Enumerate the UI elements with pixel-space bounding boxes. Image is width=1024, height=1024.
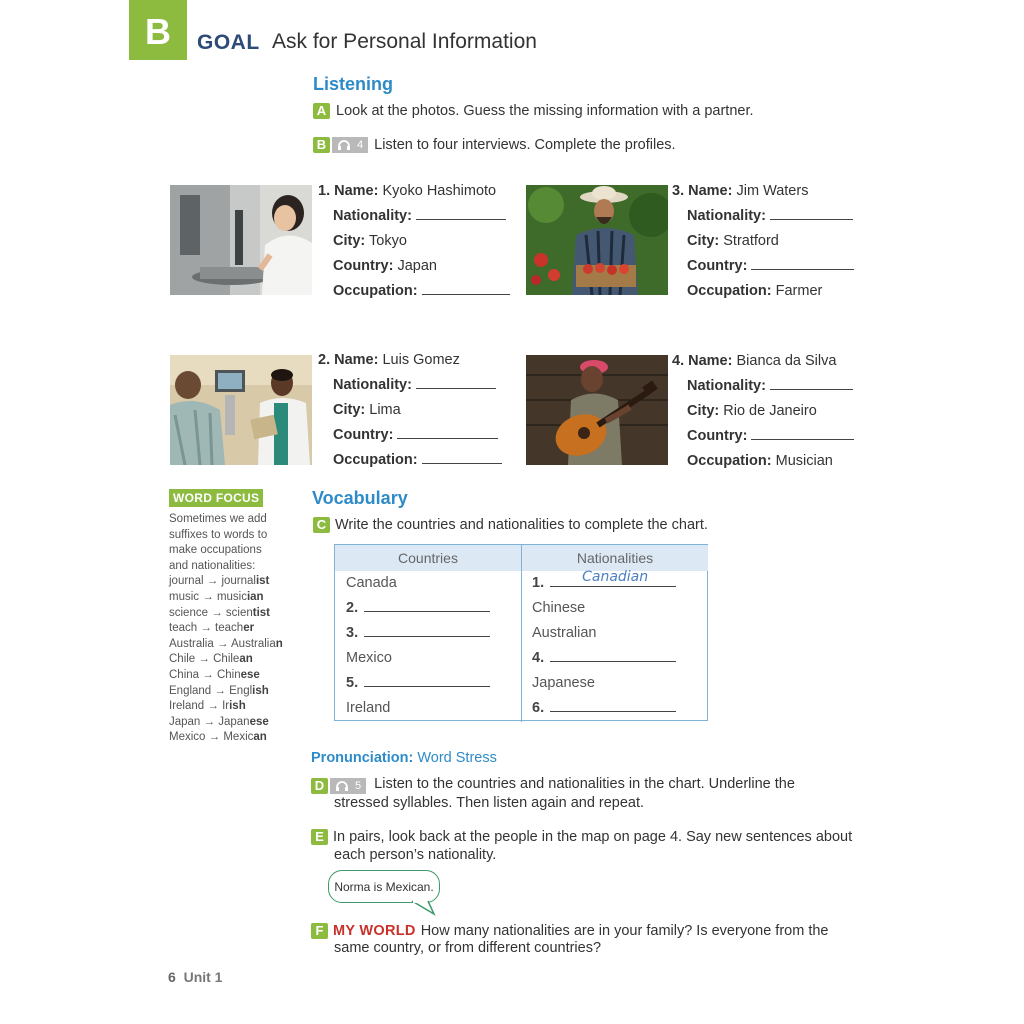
base-word: Mexico [169, 731, 206, 744]
item-number: 5. [346, 675, 359, 691]
country-cell [346, 700, 390, 716]
activity-b-text: Listen to four interviews. Complete the profiles. [374, 137, 676, 153]
item-number: 1. [532, 575, 545, 591]
city-value: Lima [369, 402, 401, 418]
nationality-cell [532, 675, 595, 691]
photo-farmer [526, 185, 668, 295]
word-suffix: ish [252, 684, 269, 697]
answer-blank[interactable] [550, 700, 676, 712]
name-label: Name: [688, 353, 733, 369]
country-label: Country: [333, 427, 394, 443]
nationality-blank[interactable] [416, 377, 496, 389]
name-label: Name: [334, 352, 379, 368]
activity-d-badge: D [311, 778, 328, 794]
activity-e-badge: E [311, 829, 328, 845]
vocabulary-heading: Vocabulary [312, 488, 408, 508]
arrow-icon: → [206, 575, 219, 588]
profile-number: 4. [672, 353, 685, 369]
chart-value: Chinese [532, 600, 586, 616]
nationality-blank[interactable] [770, 378, 853, 390]
arrow-icon: → [207, 700, 219, 713]
item-number: 6. [532, 700, 545, 716]
base-word: music [169, 590, 200, 603]
pronunciation-heading [311, 750, 497, 766]
word-focus-example [169, 590, 299, 606]
profile-number: 2. [318, 352, 331, 368]
page-title: Ask for Personal Information [272, 30, 537, 53]
word-stem: Engl [229, 684, 253, 697]
city-value: Rio de Janeiro [723, 403, 817, 419]
answer-blank[interactable] [364, 625, 490, 637]
page-number: 6 [168, 969, 176, 985]
word-focus-example [169, 574, 299, 590]
profile-4 [672, 353, 872, 473]
word-stem: music [216, 590, 247, 603]
word-focus-intro: and nationalities: [169, 559, 256, 572]
word-stem: Ir [222, 700, 230, 713]
arrow-icon: → [214, 684, 226, 697]
track-number: 4 [357, 139, 364, 151]
item-number: 2. [346, 600, 359, 616]
profile-3 [672, 183, 872, 303]
word-suffix: tist [252, 606, 271, 619]
country-label: Country: [687, 428, 748, 444]
word-focus-example [169, 699, 299, 715]
word-focus-example [169, 715, 299, 731]
word-focus-example [169, 621, 299, 637]
city-label: City: [333, 233, 366, 249]
base-word: China [169, 668, 200, 681]
photo-musician [526, 355, 668, 465]
occupation-blank[interactable] [422, 452, 502, 464]
base-word: Japan [169, 715, 201, 728]
answer-blank[interactable] [364, 675, 490, 687]
base-word: teach [169, 622, 198, 635]
activity-d [311, 775, 795, 794]
word-suffix: an [239, 653, 253, 666]
photo-scientist [170, 185, 312, 295]
country-blank[interactable] [397, 427, 498, 439]
arrow-icon: → [216, 637, 229, 650]
activity-d-line1: Listen to the countries and nationalities in the chart. Underline the [374, 776, 795, 792]
city-label: City: [333, 402, 366, 418]
my-world-label: MY WORLD [333, 923, 416, 939]
word-stem: Chin [216, 668, 241, 681]
name-value: Bianca da Silva [736, 353, 837, 369]
word-focus-example [169, 730, 299, 746]
activity-f-badge: F [311, 923, 328, 939]
audio-track-4[interactable] [332, 137, 368, 153]
nationality-cell [532, 625, 596, 641]
pronunciation-heading-bold: Pronunciation: [311, 750, 414, 766]
nationality-label: Nationality: [687, 208, 766, 224]
word-suffix: ian [246, 590, 264, 603]
nationality-cell[interactable] [532, 700, 676, 716]
answer-blank[interactable] [364, 600, 490, 612]
nationality-label: Nationality: [333, 208, 412, 224]
word-focus-label: WORD FOCUS [169, 489, 263, 507]
word-stem: journal [221, 575, 256, 588]
nationalities-header: Nationalities [522, 545, 708, 571]
city-label: City: [687, 233, 720, 249]
occupation-value: Musician [775, 453, 833, 469]
arrow-icon: → [202, 668, 214, 681]
activity-c-text: Write the countries and nationalities to complete the chart. [335, 517, 708, 533]
nationality-label: Nationality: [687, 378, 766, 394]
nationality-blank[interactable] [770, 208, 853, 220]
base-word: Ireland [169, 700, 205, 713]
activity-c [313, 516, 708, 534]
word-stem: teach [215, 622, 244, 635]
listening-heading: Listening [313, 74, 393, 94]
nationality-cell [532, 600, 585, 616]
occupation-label: Occupation: [687, 283, 772, 299]
name-value: Jim Waters [736, 183, 809, 199]
nationality-cell[interactable] [532, 569, 676, 591]
section-letter-tab: B [129, 0, 187, 60]
headphones-icon [337, 139, 351, 151]
photo-doctor [170, 355, 312, 465]
occupation-value: Farmer [775, 283, 823, 299]
word-suffix: er [243, 622, 255, 635]
chart-value: Japanese [532, 675, 595, 691]
city-value: Tokyo [369, 233, 407, 249]
profile-1 [318, 183, 518, 303]
arrow-icon: → [198, 653, 210, 666]
chart-value: Australian [532, 625, 597, 641]
occupation-label: Occupation: [687, 453, 772, 469]
country-cell[interactable] [346, 675, 490, 691]
word-suffix: n [275, 637, 283, 650]
word-focus-intro: make occupations [169, 544, 262, 557]
chart-divider [521, 545, 522, 722]
word-focus-intro: suffixes to words to [169, 528, 268, 541]
country-label: Country: [333, 258, 394, 274]
name-value: Kyoko Hashimoto [382, 183, 497, 199]
occupation-label: Occupation: [333, 452, 418, 468]
activity-c-badge: C [313, 517, 330, 533]
speech-bubble-tail [410, 900, 440, 916]
occupation-label: Occupation: [333, 283, 418, 299]
arrow-icon: → [211, 606, 223, 619]
country-label: Country: [687, 258, 748, 274]
word-stem: scien [225, 606, 253, 619]
activity-e [311, 828, 852, 846]
chart-value: Ireland [346, 700, 391, 716]
vocabulary-chart [334, 544, 708, 721]
arrow-icon: → [200, 622, 212, 635]
base-word: England [169, 684, 212, 697]
word-focus-example [169, 637, 299, 653]
nationality-label: Nationality: [333, 377, 412, 393]
city-label: City: [687, 403, 720, 419]
word-suffix: an [253, 731, 267, 744]
word-focus-example [169, 652, 299, 668]
activity-a-text: Look at the photos. Guess the missing information with a partner. [336, 103, 754, 119]
activity-a [313, 102, 754, 120]
country-cell[interactable] [346, 600, 490, 616]
activity-e-line1: In pairs, look back at the people in the map on page 4. Say new sentences about [333, 829, 853, 845]
occupation-blank[interactable] [422, 283, 510, 295]
word-suffix: ese [249, 715, 269, 728]
country-cell[interactable] [346, 625, 490, 641]
activity-d-line2: stressed syllables. Then listen again and repeat. [334, 795, 645, 811]
arrow-icon: → [203, 715, 216, 728]
word-stem: Australia [231, 637, 276, 650]
speech-bubble: Norma is Mexican. [328, 870, 440, 903]
country-blank[interactable] [751, 258, 854, 270]
activity-f-line2: same country, or from different countries? [334, 940, 602, 956]
name-label: Name: [688, 183, 733, 199]
page-footer [168, 969, 222, 985]
base-word: journal [169, 575, 204, 588]
word-focus-intro: Sometimes we add [169, 513, 267, 525]
country-blank[interactable] [751, 428, 854, 440]
profile-number: 1. [318, 183, 331, 199]
activity-a-badge: A [313, 103, 330, 119]
activity-b-badge: B [313, 137, 330, 153]
profile-number: 3. [672, 183, 685, 199]
headphones-icon [335, 780, 349, 792]
word-focus-example [169, 606, 299, 622]
word-suffix: ese [240, 668, 260, 681]
profile-2 [318, 352, 518, 472]
base-word: Chile [169, 653, 196, 666]
word-stem: Japan [218, 715, 250, 728]
nationality-blank[interactable] [416, 208, 506, 220]
word-focus-example [169, 668, 299, 684]
handwritten-answer: Canadian [582, 569, 649, 585]
base-word: Australia [169, 637, 214, 650]
arrow-icon: → [202, 590, 214, 603]
chart-value: Canada [346, 575, 397, 591]
activity-e-line2: each person’s nationality. [334, 847, 497, 863]
item-number: 4. [532, 650, 545, 666]
word-suffix: ish [229, 700, 246, 713]
chart-value: Mexico [346, 650, 392, 666]
item-number: 3. [346, 625, 359, 641]
unit-label: Unit 1 [183, 969, 223, 985]
word-stem: Chile [213, 653, 240, 666]
pronunciation-heading-rest: Word Stress [417, 750, 497, 766]
audio-track-5[interactable] [330, 778, 366, 794]
country-cell [346, 650, 392, 666]
country-value: Japan [397, 258, 437, 274]
name-label: Name: [334, 183, 379, 199]
name-value: Luis Gomez [382, 352, 460, 368]
nationality-cell[interactable] [532, 650, 676, 666]
activity-b [313, 136, 676, 154]
word-focus-example [169, 684, 299, 700]
countries-header: Countries [335, 545, 521, 571]
word-stem: Mexic [223, 731, 254, 744]
word-suffix: ist [255, 575, 270, 588]
activity-f-line1: How many nationalities are in your family? Is everyone from the [420, 923, 829, 939]
answer-blank[interactable] [550, 650, 676, 662]
arrow-icon: → [208, 731, 221, 744]
track-number: 5 [355, 780, 362, 792]
word-focus-text [169, 512, 299, 746]
city-value: Stratford [723, 233, 779, 249]
country-cell [346, 575, 397, 591]
answer-blank[interactable] [550, 569, 676, 587]
base-word: science [169, 606, 208, 619]
goal-label: GOAL [197, 31, 260, 54]
activity-f [311, 922, 828, 940]
